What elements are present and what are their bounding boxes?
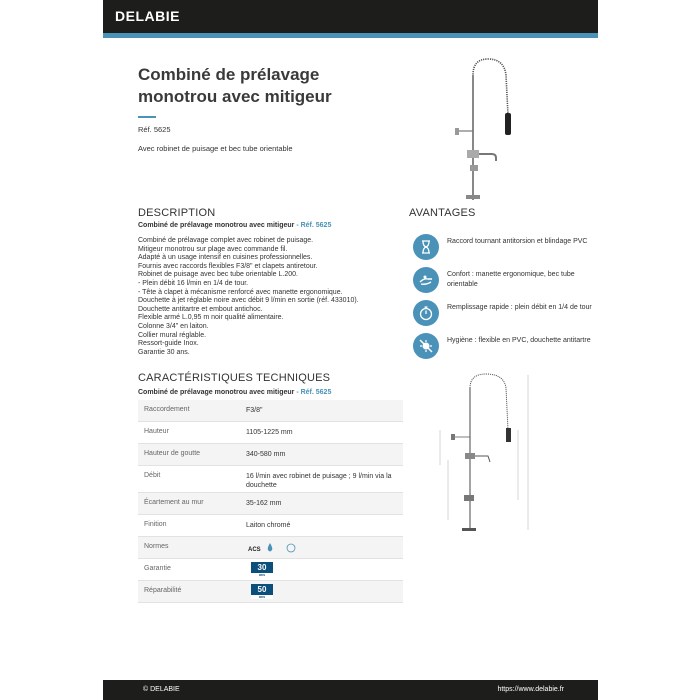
footer-website-link[interactable]: https://www.delabie.fr [497,686,564,693]
advantage-item [413,333,593,365]
table-row [138,559,403,581]
datasheet-page [103,0,598,700]
header-bar [103,0,598,33]
spec-label: Débit [144,472,161,479]
spec-label: Raccordement [144,406,190,413]
description-line: Adapté à un usage intensif en cuisines professionnelles. [138,254,313,262]
description-subhead-ref: - Réf. 5625 [294,222,332,229]
spec-label: Normes [144,543,169,550]
description-line: Douchette à jet réglable noire avec débit 9 l/min en sortie (réf. 433010). [138,297,359,305]
repairability-badge [251,584,273,599]
guarantee-badge [251,562,273,577]
header-accent-bar [103,33,598,38]
title-divider [138,116,156,118]
description-line: Robinet de puisage avec bec tube orientable L.200. [138,271,298,279]
spec-label: Finition [144,521,167,528]
spec-value: Laiton chromé [246,522,291,529]
footer-copyright: © DELABIE [143,686,180,693]
spec-label: Écartement au mur [144,499,204,506]
spec-value: 340-580 mm [246,451,286,458]
table-row [138,515,403,537]
specs-subhead-ref: - Réf. 5625 [294,389,332,396]
description-line: Douchette antitartre et embout antichoc. [138,305,263,313]
hand-icon [413,267,439,293]
table-row [138,466,403,493]
advantage-text: Remplissage rapide : plein débit en 1/4 de tour [447,304,592,311]
product-title [138,64,378,108]
description-body [138,237,378,357]
water-drop-icon [268,543,273,552]
advantage-text: Hygiène : flexible en PVC, douchette antitartre [447,337,591,344]
hourglass-icon [413,234,439,260]
repair-value: 50 [257,585,267,594]
technical-drawing [438,370,548,535]
spec-value: 1105-1225 mm [246,429,293,436]
table-row [138,581,403,603]
description-line: - Plein débit 16 l/min en 1/4 de tour. [138,279,249,287]
description-line: Colonne 3/4" en laiton. [138,322,209,330]
table-row [138,537,403,559]
footer-bar [103,680,598,700]
certification-icon [287,544,295,552]
description-line: - Tête à clapet à mécanisme renforcé avec manette ergonomique. [138,288,343,296]
description-subhead [138,222,331,229]
description-line: Fournis avec raccords flexibles F3/8" et clapets antiretour. [138,262,318,270]
spec-value: 16 l/min avec robinet de puisage ; 9 l/min via la douchette [246,473,392,489]
repair-unit: ans [251,595,273,599]
stopwatch-icon [413,300,439,326]
specs-subhead-text: Combiné de prélavage monotrou avec mitigeur [138,389,295,396]
spec-label: Garantie [144,565,171,572]
acs-logo: ACS [248,547,261,553]
description-subhead-text: Combiné de prélavage monotrou avec mitigeur [138,222,295,229]
description-heading: DESCRIPTION [138,207,216,219]
product-reference: Réf. 5625 [138,125,171,134]
description-line: Flexible armé L.0,95 m noir qualité alimentaire. [138,314,284,322]
advantage-text: Confort : manette ergonomique, bec tube orientable [447,271,575,288]
product-subtitle: Avec robinet de puisage et bec tube orientable [138,144,293,153]
brand-logo[interactable]: DELABIE [115,8,180,24]
advantage-text: Raccord tournant antitorsion et blindage PVC [447,238,588,245]
guarantee-value: 30 [257,563,267,572]
spec-value: 35-162 mm [246,500,282,507]
table-row [138,444,403,466]
no-bacteria-icon [413,333,439,359]
table-row [138,422,403,444]
advantage-item [413,267,593,299]
spec-label: Hauteur de goutte [144,450,201,457]
description-line: Combiné de prélavage complet avec robinet de puisage. [138,237,314,244]
spec-label: Réparabilité [144,587,182,594]
table-row [138,493,403,515]
norms-logos [246,541,306,560]
description-line: Garantie 30 ans. [138,348,190,356]
table-row [138,400,403,422]
guarantee-unit: ans [251,573,273,577]
advantage-item [413,300,593,332]
product-photo [448,55,528,205]
product-title-line2: monotrou avec mitigeur [138,87,332,106]
description-line: Ressort-guide Inox. [138,340,199,348]
description-line: Collier mural réglable. [138,331,207,339]
advantages-heading: AVANTAGES [409,207,476,219]
product-title-line1: Combiné de prélavage [138,65,320,84]
specs-table [138,400,403,603]
spec-value: F3/8" [246,407,263,414]
spec-label: Hauteur [144,428,169,435]
specs-subhead [138,389,331,396]
description-line: Mitigeur monotrou sur plage avec commande fil. [138,245,288,253]
specs-heading: CARACTÉRISTIQUES TECHNIQUES [138,372,331,384]
advantage-item [413,234,593,266]
